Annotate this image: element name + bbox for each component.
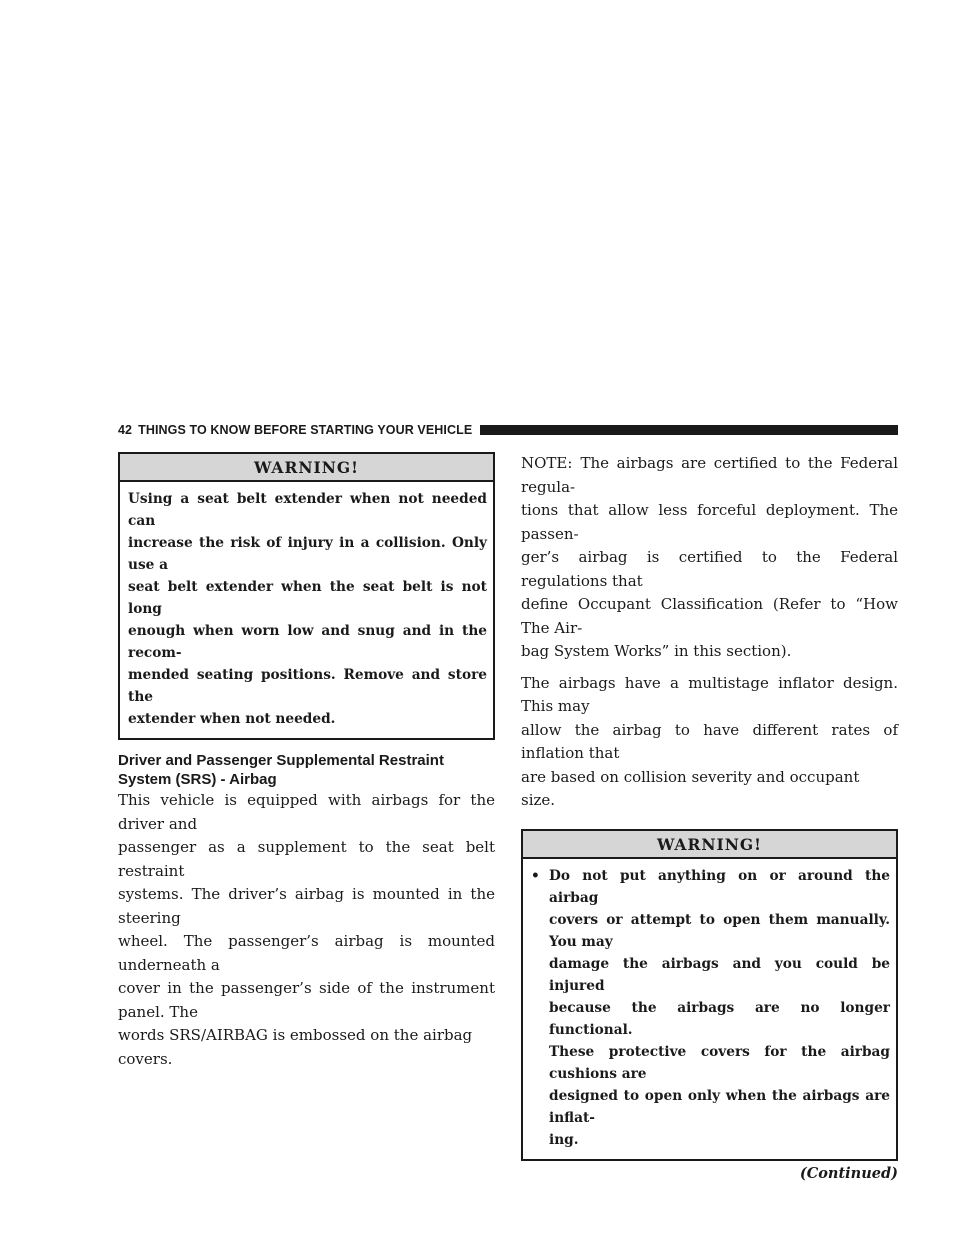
page-number: 42 bbox=[118, 423, 133, 437]
inflator-paragraph bbox=[521, 672, 898, 813]
paragraph-line: systems. The driver’s airbag is mounted in the steering bbox=[118, 885, 495, 927]
note-label: NOTE: bbox=[521, 454, 573, 472]
seat-belt-extender-warning bbox=[118, 452, 495, 740]
page-header bbox=[118, 421, 898, 439]
warning-body bbox=[523, 859, 896, 1159]
bullet-text bbox=[549, 865, 890, 1151]
right-column bbox=[521, 452, 898, 1182]
warning-line: covers or attempt to open them manually. You may bbox=[549, 911, 890, 950]
note-first-line bbox=[521, 452, 898, 499]
paragraph-line: This vehicle is equipped with airbags for the driver and bbox=[118, 791, 495, 833]
note-text: The airbags are certified to the Federal regula- bbox=[521, 454, 898, 496]
warning-line: designed to open only when the airbags are inflat- bbox=[549, 1087, 890, 1126]
paragraph-line: words SRS/AIRBAG is embossed on the airbag covers. bbox=[118, 1026, 473, 1068]
heading-line: System (SRS) - Airbag bbox=[118, 771, 277, 788]
paragraph-line: passenger as a supplement to the seat belt restraint bbox=[118, 838, 495, 880]
note-paragraph bbox=[521, 452, 898, 664]
warning-line: These protective covers for the airbag cushions are bbox=[549, 1043, 890, 1082]
warning-body bbox=[120, 482, 493, 738]
warning-line: extender when not needed. bbox=[128, 711, 336, 727]
paragraph-line: The airbags have a multistage inflator design. This may bbox=[521, 673, 898, 715]
paragraph-line: allow the airbag to have different rates of inflation that bbox=[521, 720, 898, 762]
paragraph-line: are based on collision severity and occupant size. bbox=[521, 767, 860, 809]
airbag-paragraph bbox=[118, 789, 495, 1071]
paragraph-line: wheel. The passenger’s airbag is mounted underneath a bbox=[118, 932, 495, 974]
warning-line: Do not put anything on or around the airbag bbox=[549, 867, 890, 906]
paragraph-line: cover in the passenger’s side of the instrument panel. The bbox=[118, 979, 495, 1021]
warning-line: enough when worn low and snug and in the recom- bbox=[128, 623, 487, 661]
warning-line: Using a seat belt extender when not needed can bbox=[128, 491, 487, 529]
warning-line: because the airbags are no longer functional. bbox=[549, 999, 890, 1038]
paragraph-line: tions that allow less forceful deployment. The passen- bbox=[521, 501, 898, 543]
section-title: THINGS TO KNOW BEFORE STARTING YOUR VEHICLE bbox=[138, 423, 473, 437]
heading-line: Driver and Passenger Supplemental Restraint bbox=[118, 752, 444, 769]
warning-title: WARNING! bbox=[120, 454, 493, 482]
warning-line: damage the airbags and you could be injured bbox=[549, 955, 890, 994]
paragraph-line: ger’s airbag is certified to the Federal regulations that bbox=[521, 548, 898, 590]
warning-bullet-item bbox=[531, 865, 890, 1151]
paragraph-line: bag System Works” in this section). bbox=[521, 642, 792, 660]
header-rule bbox=[480, 425, 898, 435]
section-heading bbox=[118, 751, 495, 789]
warning-title: WARNING! bbox=[523, 831, 896, 859]
continued-label: (Continued) bbox=[799, 1164, 898, 1182]
paragraph-line: define Occupant Classification (Refer to “How The Air- bbox=[521, 595, 898, 637]
airbag-cover-warning bbox=[521, 829, 898, 1161]
bullet-icon: • bbox=[531, 867, 540, 884]
warning-line: mended seating positions. Remove and store the bbox=[128, 667, 487, 705]
left-column bbox=[118, 452, 495, 1071]
warning-line: seat belt extender when the seat belt is not long bbox=[128, 579, 487, 617]
warning-line: ing. bbox=[549, 1131, 579, 1148]
warning-line: increase the risk of injury in a collision. Only use a bbox=[128, 535, 487, 573]
